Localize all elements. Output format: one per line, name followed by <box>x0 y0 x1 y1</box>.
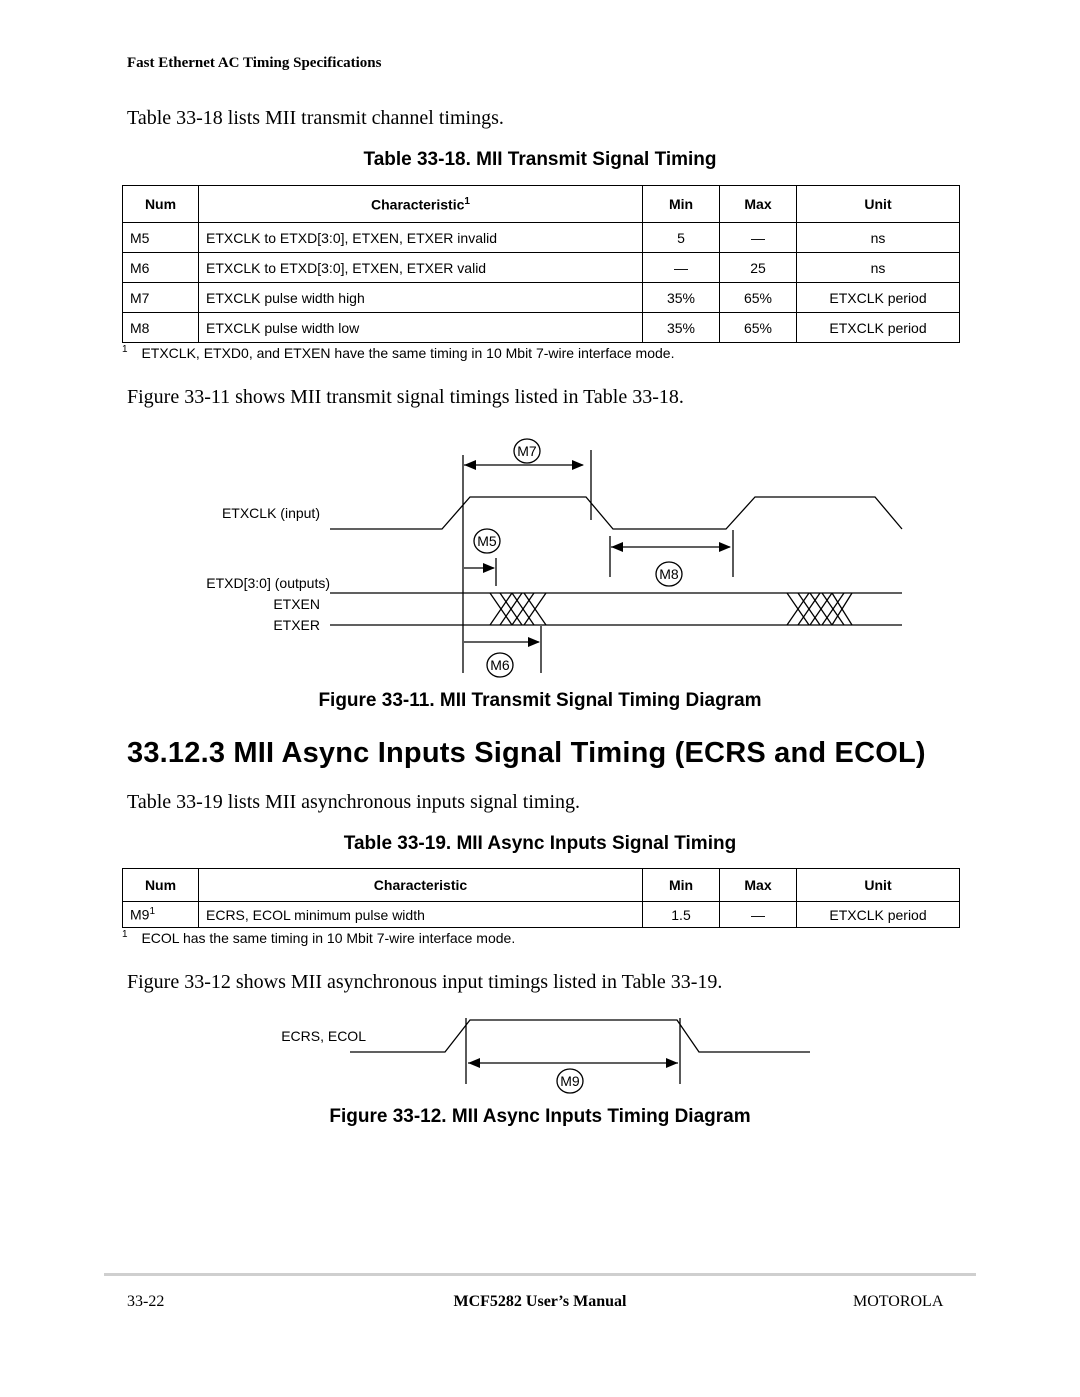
col-header-max: Max <box>720 869 797 902</box>
table-mii-transmit-timing <box>122 185 960 343</box>
cell-num: M7 <box>123 283 199 313</box>
cell-unit: ns <box>797 223 960 253</box>
intro-paragraph-1: Table 33-18 lists MII transmit channel timings. <box>127 107 504 129</box>
figure-2-caption: Figure 33-12. MII Async Inputs Timing Diagram <box>329 1106 751 1127</box>
col-header-unit: Unit <box>797 186 960 223</box>
m5-label: M5 <box>477 533 497 549</box>
m8-label: M8 <box>659 566 679 582</box>
cell-min: 5 <box>643 223 720 253</box>
ecrs-ecol-label: ECRS, ECOL <box>281 1028 366 1044</box>
arrowhead <box>611 542 623 552</box>
footnote-text: ECOL has the same timing in 10 Mbit 7-wire interface mode. <box>141 929 516 946</box>
etxclk-waveform <box>330 497 902 529</box>
arrowhead <box>666 1058 678 1068</box>
cell-num: M8 <box>123 313 199 343</box>
col-header-num: Num <box>123 869 199 902</box>
table-2-title: Table 33-19. MII Async Inputs Signal Timing <box>343 833 737 854</box>
m6-label: M6 <box>490 657 510 673</box>
company-name: MOTOROLA <box>853 1293 944 1310</box>
table-row <box>123 223 960 253</box>
footnote-mark: 1 <box>122 929 128 940</box>
cell-min: 35% <box>643 313 720 343</box>
cell-min: — <box>643 253 720 283</box>
col-header-min: Min <box>643 186 720 223</box>
m9-label: M9 <box>560 1073 580 1089</box>
intro-paragraph-2: Figure 33-11 shows MII transmit signal timings listed in Table 33-18. <box>127 386 684 408</box>
cell-characteristic: ETXCLK pulse width high <box>199 283 643 313</box>
col-header-unit: Unit <box>797 869 960 902</box>
cell-unit: ns <box>797 253 960 283</box>
cell-characteristic: ETXCLK to ETXD[3:0], ETXEN, ETXER invalid <box>199 223 643 253</box>
manual-title: MCF5282 User’s Manual <box>453 1293 627 1310</box>
m7-label: M7 <box>517 443 537 459</box>
cell-num: $M9^1$ <box>123 902 199 928</box>
col-header-min: Min <box>643 869 720 902</box>
cell-max: — <box>720 902 797 928</box>
cell-characteristic: ETXCLK pulse width low <box>199 313 643 343</box>
arrowhead <box>464 460 476 470</box>
table-header-row <box>123 869 960 902</box>
intro-paragraph-3: Table 33-19 lists MII asynchronous inputs signal timing. <box>127 791 581 813</box>
cell-characteristic: ETXCLK to ETXD[3:0], ETXEN, ETXER valid <box>199 253 643 283</box>
etxen-label: ETXEN <box>273 596 320 612</box>
etxer-label: ETXER <box>273 617 320 633</box>
col-header-max: Max <box>720 186 797 223</box>
cell-max: — <box>720 223 797 253</box>
table-1-title: Table 33-18. MII Transmit Signal Timing <box>363 149 717 170</box>
table-row <box>123 253 960 283</box>
col-header-characteristic: Characteristic$^1$ <box>199 186 643 223</box>
transition-crosshatch <box>787 593 852 625</box>
cell-num: M5 <box>123 223 199 253</box>
arrowhead <box>468 1058 480 1068</box>
cell-characteristic: ECRS, ECOL minimum pulse width <box>199 902 643 928</box>
transition-crosshatch <box>490 593 546 625</box>
mii-transmit-timing-diagram <box>0 430 1080 685</box>
table-header-row <box>123 186 960 223</box>
intro-paragraph-4: Figure 33-12 shows MII asynchronous input timings listed in Table 33-19. <box>127 971 723 993</box>
ecrs-ecol-waveform <box>350 1020 810 1052</box>
cell-unit: ETXCLK period <box>797 283 960 313</box>
footnote-ref: 1 <box>464 195 470 207</box>
table-2-footnote <box>122 929 515 946</box>
arrowhead <box>719 542 731 552</box>
col-header-characteristic: Characteristic <box>199 869 643 902</box>
cell-min: 35% <box>643 283 720 313</box>
mii-async-inputs-timing-diagram <box>0 1012 1080 1102</box>
cell-max: 65% <box>720 283 797 313</box>
footnote-text: ETXCLK, ETXD0, and ETXEN have the same timing in 10 Mbit 7-wire interface mode. <box>141 344 675 361</box>
cell-num: M6 <box>123 253 199 283</box>
section-heading: 33.12.3 MII Async Inputs Signal Timing (ECRS and ECOL) <box>127 737 926 769</box>
running-head: Fast Ethernet AC Timing Specifications <box>127 55 382 71</box>
etxd-label: ETXD[3:0] (outputs) <box>206 575 330 591</box>
footnote-mark: 1 <box>122 344 128 355</box>
arrowhead <box>528 637 540 647</box>
arrowhead <box>572 460 584 470</box>
table-row <box>123 902 960 928</box>
table-mii-async-inputs-timing <box>122 868 960 928</box>
footer-rule <box>104 1273 976 1276</box>
cell-unit: ETXCLK period <box>797 902 960 928</box>
footnote-ref: 1 <box>149 906 156 918</box>
page-number: 33-22 <box>127 1293 165 1310</box>
cell-max: 25 <box>720 253 797 283</box>
figure-1-caption: Figure 33-11. MII Transmit Signal Timing Diagram <box>318 690 762 711</box>
col-header-num: Num <box>123 186 199 223</box>
table-1-footnote <box>122 344 674 361</box>
cell-unit: ETXCLK period <box>797 313 960 343</box>
etxclk-label: ETXCLK (input) <box>221 505 320 521</box>
table-row <box>123 313 960 343</box>
cell-min: 1.5 <box>643 902 720 928</box>
cell-max: 65% <box>720 313 797 343</box>
arrowhead <box>483 563 495 573</box>
table-row <box>123 283 960 313</box>
